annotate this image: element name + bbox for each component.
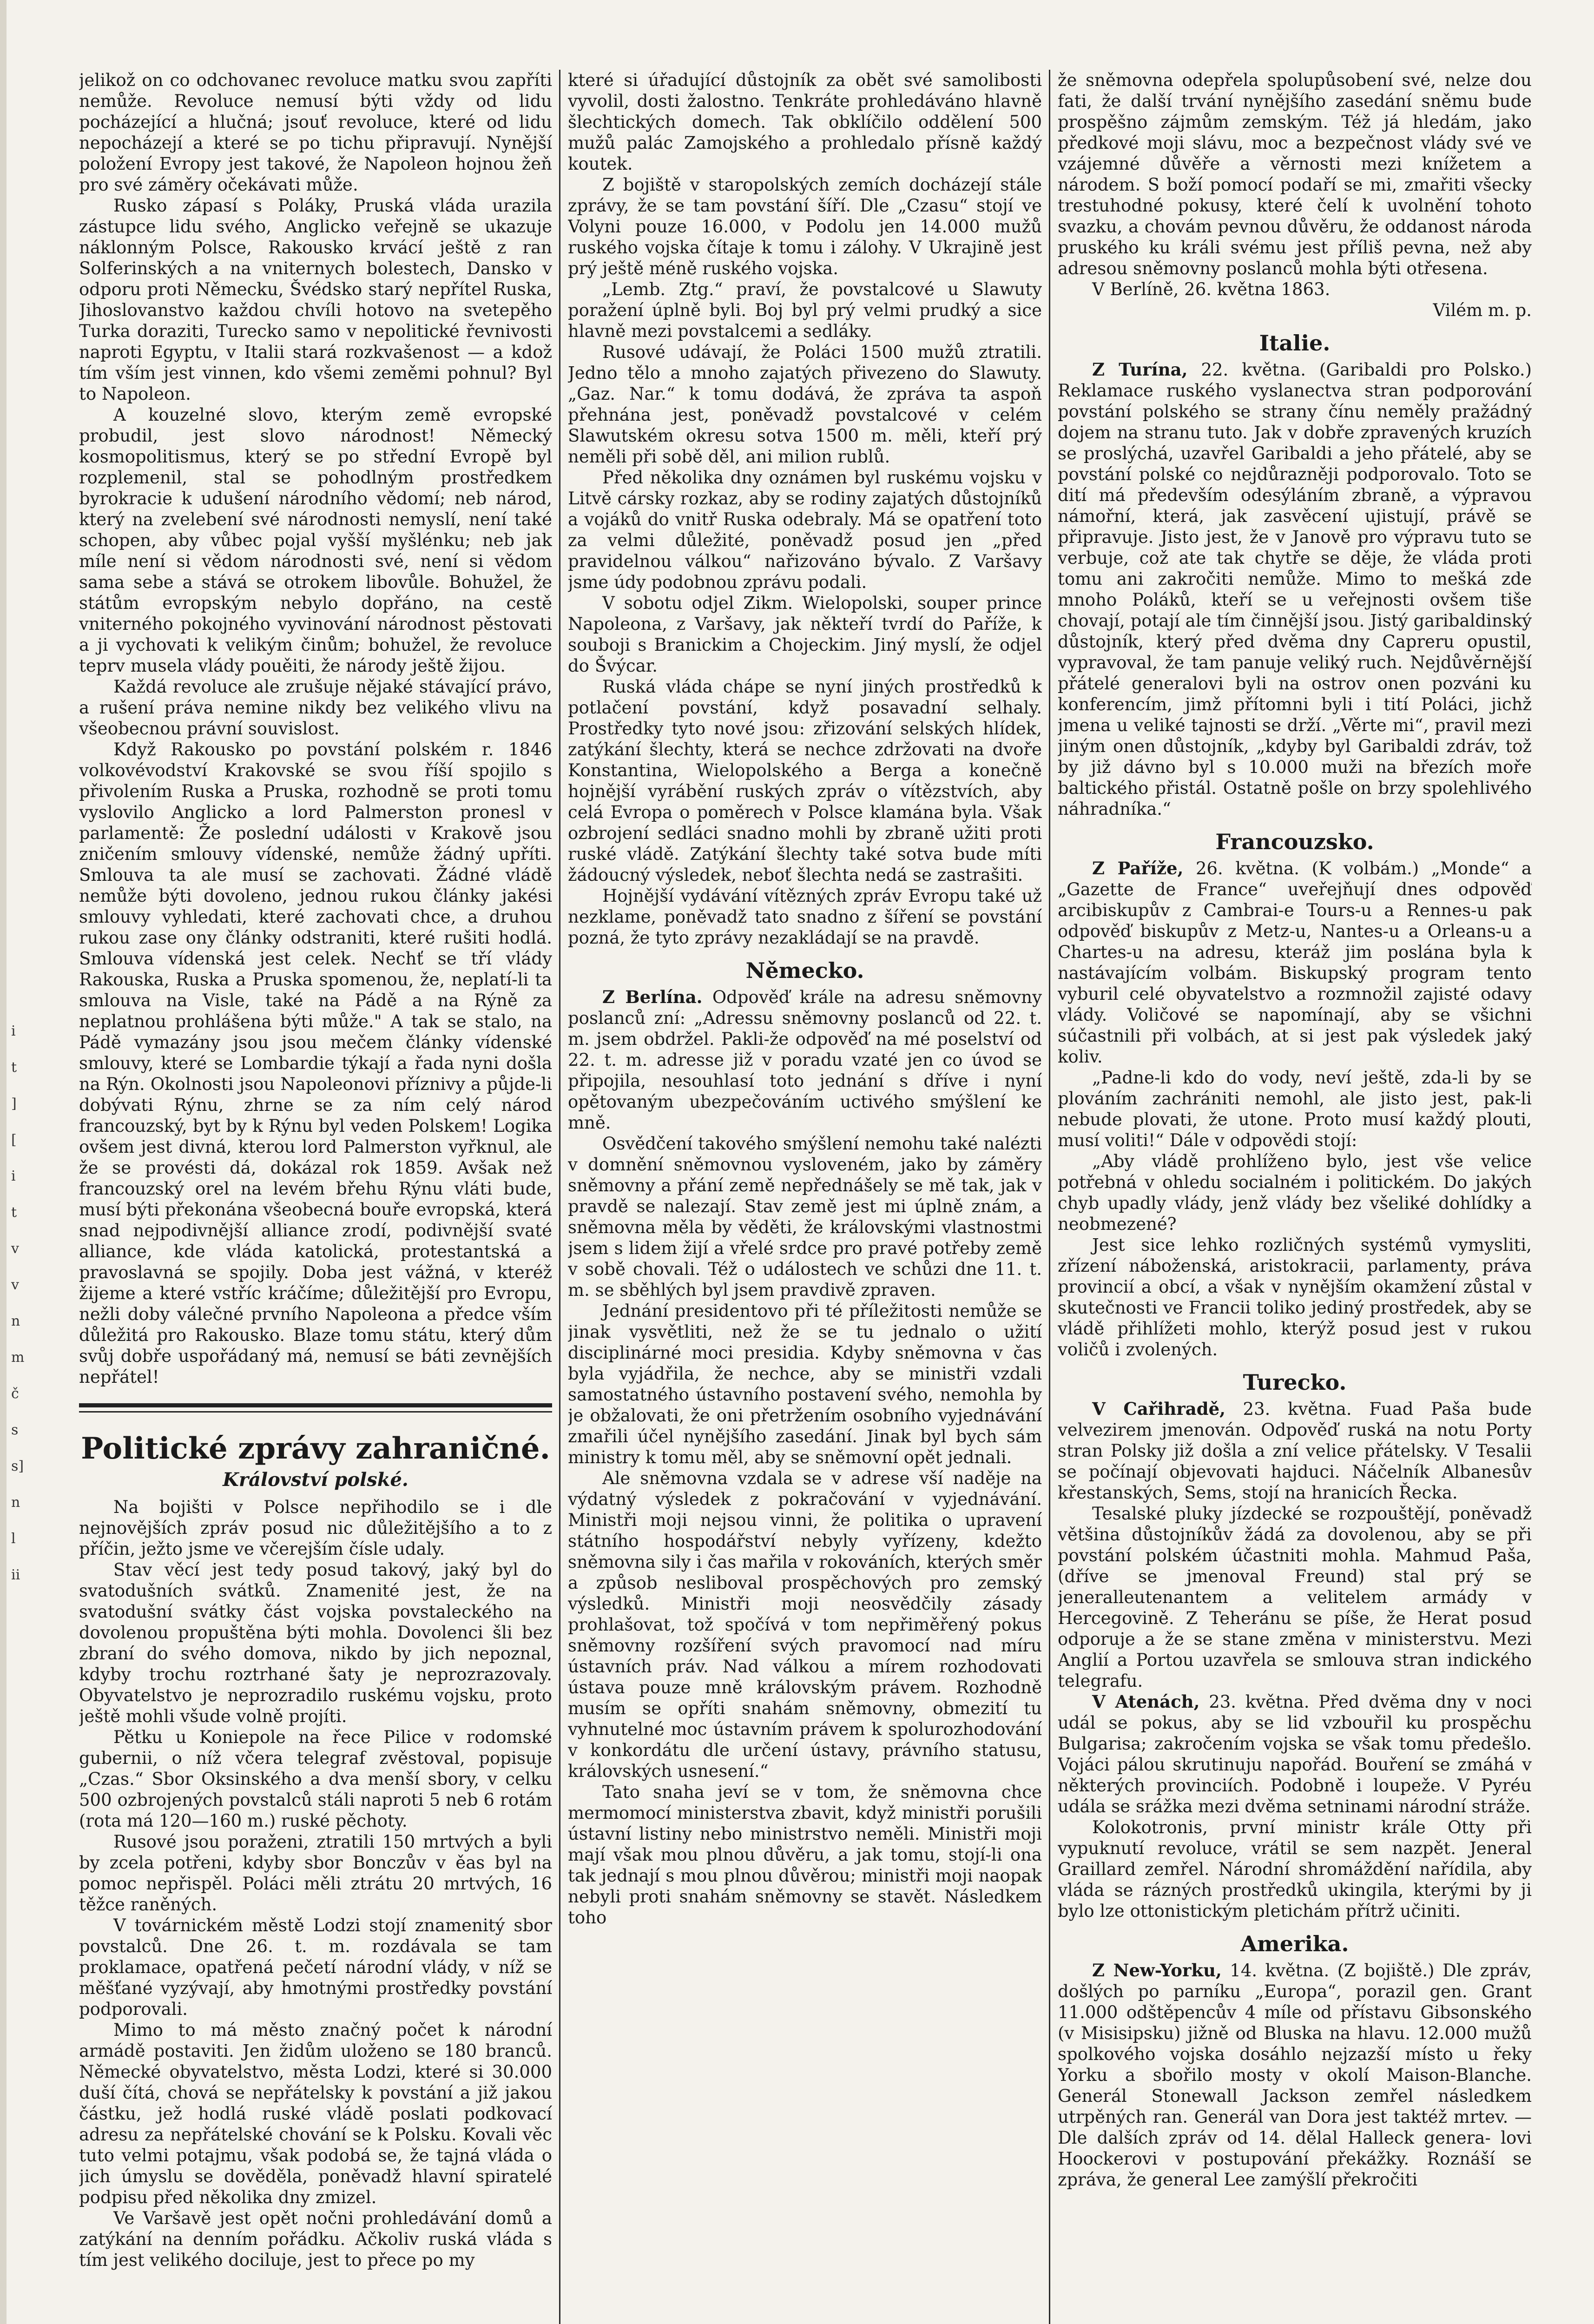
article-paragraph: Když Rakousko po povstání polském r. 1846 volkovévodství Krakovské se svou říší spojilo s přivolením Ruska a Pruska, rozhodně se proti tomu vyslovilo Anglicko a lord Palmerston pronesl v parlamentě: Že poslední události v Krakově jsou zničením smlouvy vídenské, nemůže žádný upříti. Smlouva ta ale musí se zachovati. Žádné vládě nemůže býti dovoleno, jednou rukou články jakési smlouvy vyhledati, které zachovati chce, a druhou rukou zase ony články odstraniti, které rušiti hodlá. Smlouva vídenská jest celek. Nechť se tří vlády Rakouska, Ruska a Pruska spomenou, že, neplatí-li ta smlouva na Visle, také na Pádě a na Rýně za neplatnou prohlášena býti může." A tak se stalo, na Pádě vymazány jsou jsou mečem články vídenské smlouvy, které se Lombardie týkají a řada nyni došla na Rýn. Okolnosti jsou Napoleonovi příznivy a půjde-li dobývati Rýnu, zhrne se za ním celý národ francouzský, byt by k Rýnu byl veden Polskem! Logika ovšem jest divná, kterou lord Palmerston vyřknul, ale že se provésti dá, dokázal rok 1859. Avšak než francouzský orel na levém břehu Rýnu vláti bude, musí býti překonána všeobecná bouře evropská, která snad nejpodivnější alliance zrodí, podivnější svaté alliance, kde vláda katolická, protestantská a pravoslavná se spojily. Doba jest vážná, v kteréž žijeme a které vstříc kráčíme; důležitější pro Evropu, nežli doby válečné prvního Napoleona a předce vším důležitá pro Rakousko. Blaze tomu státu, který dům svůj dobře uspořádaný má, nemusí se báti zevnějších nepřátel! bbox=[79, 739, 552, 1387]
column-2 bbox=[568, 70, 1042, 2324]
article-paragraph: A kouzelné slovo, kterým země evropské probudil, jest slovo národnost! Německý kosmopolitismus, který se po střední Evropě byl rozplemenil, stal se pohodlným prostředkem byrokracie k udušení národního vědomí; neb národ, který na zvelebení své národnosti nemyslí, není také schopen, aby vůbec pojal vyšší myšlénku; neb jak míle není si vědom národnosti své, není si vědom sama sebe a stává se otrokem libovůle. Bohužel, že státům evropským nebylo dopřáno, na cestě vniterného pokojného vyvinování národnost pěstovati a ji vychovati k velikým činům; bohužel, že revoluce teprv musela vlády pouěiti, že národy ještě žijou. bbox=[79, 405, 552, 676]
article-paragraph: Ale sněmovna vzdala se v adrese vší naděje na výdatný výsledek z pokračování v vyjednávání. Ministři moji nejsou vinni, že politika o upravení státního hospodářství nebyly vyřízeny, kdežto sněmovna sily i čas mařila v rokováních, kterých směr a způsob nesliboval prospěchových pro zemský výsledků. Ministři moji neosvědčily zásady prohlašovat, tož spočívá v tom nepřiměřený pokus sněmovny rozšíření svých pravomocí nad míru ústavních práv. Nad válkou a mírem rozhodovati ústava pouze mně královským právem. Rozhodně musím se opříti snahám sněmovny, obmezití tu vyhnutelné moc ústavním právem k spolurozhodování v konkordátu dle určení ústavy, právního statusu, královských usnesení.“ bbox=[568, 1468, 1042, 1781]
margin-mark: n bbox=[11, 1313, 20, 1329]
article-text: 23. května. Fuad Paša bude velvezirem jmenován. Odpověď ruská na notu Porty stran Polsky již došla a zní velice přátelsky. V Tesalii se počínají objevovati hajduci. Náčelník Albanesův křestanských, Sems, stojí na hranicích Řecka. bbox=[1058, 1399, 1532, 1503]
article-text: 23. května. Před dvěma dny v noci udál se pokus, aby se lid vzbouřil ku prospěchu Bulgarisa; zakročením vojska se však tomu předešlo. Vojáci pálou skrutinuju napořád. Bouření se zmáhá v některých provinciích. Podobně i loupeže. V Pyréu udála se srážka mezi dvěma setninami národní stráže. bbox=[1058, 1692, 1532, 1816]
article-paragraph: Rusové jsou poraženi, ztratili 150 mrtvých a byli by zcela potřeni, kdyby sbor Bonczův v ěas byl na pomoc nepřispěl. Poláci měli ztrátu 20 mrtvých, 16 těžce raněných. bbox=[79, 1832, 552, 1915]
margin-mark: l bbox=[11, 1531, 16, 1547]
article-paragraph bbox=[568, 987, 1042, 1133]
margin-mark: m bbox=[11, 1349, 25, 1366]
section-heading-italy: Italie. bbox=[1259, 330, 1331, 356]
margin-mark: s] bbox=[11, 1458, 24, 1474]
dateline-place: V Cařihradě, bbox=[1092, 1399, 1226, 1419]
article-text: Odpověď krále na adresu sněmovny poslanců zní: „Adressu sněmovny poslanců od 22. t. m. jsem obdržel. Pakli-že odpověď na mé poselství od 22. t. m. adresse již v poradu vzaté jen co úvod se připojila, nesouhlasí toto jednání s dříve i nyní opětovaným ubezpečováním uctivého smýšlení ke mně. bbox=[568, 987, 1042, 1133]
margin-mark: ] bbox=[11, 1096, 17, 1112]
section-heading-france: Francouzsko. bbox=[1215, 829, 1374, 854]
margin-mark: t bbox=[11, 1204, 17, 1221]
article-paragraph bbox=[1058, 858, 1532, 1067]
article-paragraph: Tato snaha jeví se v tom, že sněmovna chce mermomocí ministerstva zbavit, když ministři porušili ústavní listiny nebo ministrstvo neměli. Ministři moji mají však mou plnou důvěru, a jak tomu, stojí-li ona tak jednají s mou plnou důvěrou; ministři moji naopak nebyli proti snahám sněmovny se stavět. Následkem toho bbox=[568, 1782, 1042, 1928]
scan-edge-shadow bbox=[0, 0, 7, 2324]
article-paragraph: V továrnickém městě Lodzi stojí znamenitý sbor povstalců. Dne 26. t. m. rozdávala se tam proklamace, opatřená pečetí národní vlády, v níž se měšťané vyzývají, aby hmotnými prostředky povstání podporovali. bbox=[79, 1915, 552, 2019]
article-paragraph: Na bojišti v Polsce nepřihodilo se i dle nejnovějších zpráv posud nic důležitějšího a to z příčin, ježto jsme ve včerejším čísle udaly. bbox=[79, 1497, 552, 1559]
article-paragraph: které si úřadující důstojník za obět své samolibosti vyvolil, dosti žalostno. Tenkráte prohledáváno hlavně šlechtických domech. Tak obklíčilo oddělení 500 mužů palác Zamojského a prohledalo přísně každý koutek. bbox=[568, 70, 1042, 174]
article-paragraph: Jest sice lehko rozličných systémů vymysliti, zřízení náboženská, aristokracii, parlamenty, práva provincií a obcí, a však v nynějším okamžení zůstal v skutečnosti ve Francii toliko jediný prostředek, aby se vládě přihlížeti mohlo, kterýž posud jest v rukou voličů i zvolených. bbox=[1058, 1235, 1532, 1360]
dateline-place: Z Turína, bbox=[1092, 359, 1188, 380]
article-paragraph: Mimo to má město značný počet k národní armádě postaviti. Jen židům uloženo se 180 branců. Německé obyvatelstvo, města Lodzi, které si 30.000 duší čítá, chová se nepřátelsky k povstání a již jakou částku, jež hodlá ruské vládě poslati podkovací adresu za nepřátelské chování se k Polsku. Kovali věc tuto velmi potajmu, však podobá se, že tajná vláda o jich úmyslu se dověděla, poněvadž hlavní spiratelé podpisu před několika dny zmizel. bbox=[79, 2020, 552, 2207]
margin-mark: i bbox=[11, 1168, 16, 1184]
article-paragraph: Jednání presidentovo při té příležitosti nemůže se jinak vysvětliti, než že se tu jednalo o užití disciplinárné moci presidia. Kdyby sněmovna v čas byla vyjádřila, že nechce, aby se ministři vzdali samostatného ústavního postavení svého, nemohla by je obžalovati, že oni přetržením osobního vyjednávání zmařili účel nynějšího zasedání. Jinak byl bych sám ministry k tomu měl, aby se sněmovní opět jednali. bbox=[568, 1301, 1042, 1467]
article-paragraph: Ruská vláda chápe se nyní jiných prostředků k potlačení povstání, když posavadní selhaly. Prostředky tyto nové jsou: zřizování selských hlídek, zatýkání šlechty, která se nechce zdržovati na dvoře Konstantina, Wielopolského a Berga a konečně hojnější vyrábění ruských zpráv o vítězstvích, aby celá Evropa o poměrech v Polsce klamána byla. Však ozbrojení sedláci snadno mohli by zbraně užiti proti ruské vládě. Zatýkání šlechty také sotva bude míti žádoucný výsledek, neboť šlechta nedá se zastrašiti. bbox=[568, 677, 1042, 885]
dateline-place: Z Paříže, bbox=[1092, 858, 1184, 878]
dateline: V Berlíně, 26. května 1863. bbox=[1092, 279, 1331, 299]
article-paragraph: Hojnější vydávání vítězných zpráv Evropu také už nezklame, poněvadž tato snadno z šíření se povstání pozná, že tyto zprávy nezakládají se na pravdě. bbox=[568, 886, 1042, 948]
section-divider-thin bbox=[79, 1411, 552, 1413]
article-paragraph bbox=[1058, 1691, 1532, 1817]
margin-mark: v bbox=[11, 1241, 19, 1257]
section-heading-turkey: Turecko. bbox=[1243, 1370, 1347, 1395]
margin-mark: n bbox=[11, 1494, 20, 1511]
margin-mark: ii bbox=[11, 1567, 20, 1583]
article-paragraph: Z bojiště v staropolských zemích docházejí stále zprávy, že se tam povstání šíří. Dle „Czasu“ stojí ve Volyni pouze 16.000, v Podolu jen 14.000 mužů ruského vojska čítaje k tomu i zálohy. V Ukrajině jest prý ještě méně ruského vojska. bbox=[568, 175, 1042, 278]
margin-mark: s bbox=[11, 1422, 19, 1438]
article-text: 26. května. (K volbám.) „Monde“ a „Gazette de France“ uveřejňují dnes odpověď arcibiskupův z Cambrai-e Tours-u a Rennes-u pak odpověď biskupův z Metz-u, Nantes-u a Orleans-u a Chartes-u na adresu, kteráž jim poslána byla k nastávajícím volbám. Biskupský program tento vyburil celé obyvatelstvo a rozmnožil zajisté odavy vlády. Voličové se napomínají, aby se všichni súčastnili při volbách, at si jest pak výsledek jaký koliv. bbox=[1058, 858, 1532, 1067]
article-paragraph: „Padne-li kdo do vody, neví ještě, zda-li by se plováním zachrániti nemohl, ale jisto jest, pak-li nebude plovati, že utone. Proto musí každý plouti, musí voliti!“ Dále v odpovědi stojí: bbox=[1058, 1068, 1532, 1150]
article-paragraph: Kolokotronis, první ministr krále Otty při vypuknutí revoluce, vrátil se sem nazpět. Jeneral Graillard zemřel. Národní shromáždění nařídila, aby vláda se rázných prostředků ukingila, kterými by ji bylo lze ottonistickým pletichám přítrž učiniti. bbox=[1058, 1817, 1532, 1921]
section-heading-germany: Německo. bbox=[745, 958, 864, 983]
article-paragraph bbox=[1058, 1399, 1532, 1503]
article-paragraph: že sněmovna odepřela spolupůsobení své, nelze dou fati, že další trvání nynějšího zasedání sněmu bude prospěšno zájmům zemským. Též já hledám, jako předkové moji slávu, moc a bezpečnost vlády své ve vzájemné důvěře a věrnosti mezi knížetem a národem. S boží pomocí podaří se mi, zmařiti všecky trestuhodné pokusy, které čelí k uvolnění tohoto svazku, a chovám pevnou důvěru, že oddanost národa pruského ku králi svému jest příliš pevna, než aby adresou sněmovny poslanců mohla býti otřesena. bbox=[1058, 70, 1532, 278]
article-paragraph: „Lemb. Ztg.“ praví, že povstalcové u Slawuty poražení úplně byli. Boj byl prý velmi prudký a sice hlavně mezi povstalcemi a sedláky. bbox=[568, 279, 1042, 341]
article-paragraph bbox=[1058, 359, 1532, 819]
article-paragraph: jelikož on co odchovanec revoluce matku svou zapříti nemůže. Revoluce nemusí býti vždy od lidu pocházející a hlučná; jsouť revoluce, které od lidu nepocházejí a které se po tichu připravují. Nynější položení Evropy jest takové, že Napoleon hojnou žeň pro své záměry očekávati může. bbox=[79, 70, 552, 195]
margin-mark: i bbox=[11, 1023, 16, 1039]
section-heading-america: Amerika. bbox=[1240, 1931, 1349, 1956]
margin-mark: v bbox=[11, 1277, 19, 1293]
article-paragraph: V sobotu odjel Zikm. Wielopolski, souper prince Napoleona, z Varšavy, jak někteří tvrdí do Paříže, k souboji s Branickim a Chojeckim. Jiný myslí, že odjel do Švýcar. bbox=[568, 593, 1042, 676]
left-margin-bleed-marks bbox=[11, 1013, 39, 1593]
article-paragraph: Stav věcí jest tedy posud takový, jaký byl do svatodušních svátků. Znamenité jest, že na svatodušní svátky část vojska povstaleckého na dovolenou propuštěna býti mohla. Dovolenci šli bez zbraní do svého domova, nikdo by jich nepoznal, kdyby trochu roztrhané šaty je neprozrazovaly. Obyvatelstvo je neprozradilo ruskému vojsku, proto ještě mohli všude volně projíti. bbox=[79, 1560, 552, 1726]
margin-mark: t bbox=[11, 1059, 17, 1076]
article-paragraph: Tesalské pluky jízdecké se rozpouštějí, poněvadž většina důstojníkův žádá za dovolenou, aby se při povstání polském účastniti mohla. Mahmud Paša, (dříve se jmenoval Freund) stal prý se jeneralleutenantem a velitelem armády v Hercegovině. Z Teheránu se píše, že Herat posud odporuje a že se stane změna v ministerstvu. Mezi Anglií a Portou uzavřela se smlouva stran indického telegrafu. bbox=[1058, 1504, 1532, 1691]
column-1 bbox=[79, 70, 552, 2324]
article-paragraph: Každá revoluce ale zrušuje nějaké stávající právo, a rušení práva nemine nikdy bez velikého vlivu na všeobecnou právní souvislost. bbox=[79, 677, 552, 739]
article-paragraph: Rusové udávají, že Poláci 1500 mužů ztratili. Jedno tělo a mnoho zajatých přivezeno do Slawuty. „Gaz. Nar.“ k tomu dodává, že zpráva ta aspoň přehnána jest, poněvadž povstalcové v celém Slawutském okresu sotva 1500 m. měli, kteří prý neměli při sobě děl, ani milion rublů. bbox=[568, 342, 1042, 467]
kingdom-poland-heading: Království polské. bbox=[223, 1469, 408, 1491]
article-text: 22. května. (Garibaldi pro Polsko.) Reklamace ruského vyslanectva stran podporování povstání polského se strany čínu neměly pražádný dojem na stranu tuto. Jak v dobře zpravených kruzích se proslýchá, uzavřel Garibaldi a jeho přátelé, aby se povstání polské co nejdůrazněji podporovalo. Toto se dití má především odesýláním zbraně, a výpravou námořní, která, jak zasvěcení ujistují, právě se připravuje. Jisto jest, že v Janově pro výpravu tuto se verbuje, což ate tak chytře se děje, že vláda proti tomu ani zakročiti nemůže. Mimo to mešká zde mnoho Poláků, kteří se u veřejnosti ovšem tiše chovají, potají ale tím činnější jsou. Jistý garibaldinský důstojník, který před dvěma dny Capreru opustil, vypravoval, že tam panuje veliký ruch. Nejdůvěrnější přátelé generalovi byli na ostrov onen pozváni ku konferencím, jimž přítomni byli i tití Poláci, jichž jmena u veliké tajnosti se drží. „Věrte mi“, pravil mezi jiným onen důstojník, „kdyby byl Garibaldi zdráv, tož by již dávno byl s 10.000 muži na březích moře baltického přistál. Ostatně pošle on brzy spolehlivého náhradníka.“ bbox=[1058, 360, 1532, 819]
article-paragraph: „Aby vládě prohlíženo bylo, jest vše velice potřebná v ohledu socialném i politickém. Do jakých chyb upadly vlády, jenž vlády bez všeliké dohlídky a neobmezené? bbox=[1058, 1151, 1532, 1234]
margin-mark: [ bbox=[11, 1132, 17, 1148]
signature: Vilém m. p. bbox=[1433, 300, 1532, 320]
dateline-place: V Atenách, bbox=[1092, 1691, 1200, 1712]
column-3 bbox=[1058, 70, 1532, 2324]
article-paragraph: Ve Varšavě jest opět nočni prohledávání domů a zatýkání na denním pořádku. Ačkoliv ruská vláda s tím jest velikého dociluje, jest to přece po my bbox=[79, 2208, 552, 2270]
article-paragraph: Osvědčení takového smýšlení nemohu také nalézti v domnění sněmovnou vysloveném, jako by záměry sněmovny a přání země nepřednášely se mě tak, jak v pravdě se nalezají. Stav země jest mi úplně znám, a sněmovna měla by věděti, že královskými vlastnostmi jsem s lidem žijí a vřelé srdce pro pravé potřeby země v sobě chovali. Též o událostech ve schůzi dne 11. t. m. se sběhlých byl jsem pravdivě zpraven. bbox=[568, 1134, 1042, 1300]
foreign-news-heading: Politické zprávy zahraničné. bbox=[81, 1431, 550, 1466]
dateline-place: Z New-Yorku, bbox=[1092, 1960, 1222, 1981]
column-rule-1 bbox=[559, 70, 560, 2324]
column-rule-2 bbox=[1049, 70, 1050, 2324]
margin-mark: č bbox=[11, 1386, 19, 1402]
article-paragraph: Rusko zápasí s Poláky, Pruská vláda urazila zástupce lidu svého, Anglicko veřejně se ukazuje náklonným Polsce, Rakousko krvácí ještě z ran Solferinských a na vniternych bolestech, Dansko v odporu proti Německu, Švédsko starý nepřítel Ruska, Jihoslovanstvo každou chvíli hotovo na svetepěho Turka doraziti, Turecko samo v nepolitické řevnivosti naproti Egyptu, v Italii stará rozkvašenost — a kdož tím vším jest vinnen, kdo všemi zeměmi pohnul? Byl to Napoleon. bbox=[79, 196, 552, 404]
article-paragraph bbox=[1058, 1960, 1532, 2190]
article-paragraph: Pětku u Koniepole na řece Pilice v rodomské gubernii, o níž včera telegraf zvěstoval, popisuje „Czas.“ Sbor Oksinského a dva menší sbory, v celku 500 ozbrojených povstalců stáli naproti 5 neb 6 rotám (rota má 120—160 m.) ruské pěchoty. bbox=[79, 1727, 552, 1831]
article-paragraph: Před několika dny oznámen byl ruskému vojsku v Litvě cársky rozkaz, aby se rodiny zajatých důstojníků a vojáků do vnitř Ruska odebraly. Má se opatření toto za velmi důležité, poněvadž posud jen „před pravidelnou válkou“ nařizováno bývalo. Z Varšavy jsme údy podobnou zprávu podali. bbox=[568, 468, 1042, 592]
section-divider-thick bbox=[79, 1403, 552, 1407]
article-text: 14. května. (Z bojiště.) Dle zpráv, došlých po parníku „Europa“, porazil gen. Grant 11.000 odštěpencův 4 míle od přístavu Gibsonského (v Misisipsku) jižně od Bluska na hlavu. 12.000 mužů spolkového vojska dosáhlo nejzazší místo u řeky Yorku a sbořilo mosty v okolí Maison-Blanche. Generál Stonewall Jackson zemřel následkem utrpěných ran. Generál van Dora jest taktéž mrtev. — Dle dalších zpráv od 14. dělal Halleck genera- lovi Hoockerovi v postupování překážky. Roznáší se zpráva, že general Lee zamýšlí překročiti bbox=[1058, 1961, 1532, 2190]
dateline-place: Z Berlína. bbox=[602, 987, 703, 1007]
